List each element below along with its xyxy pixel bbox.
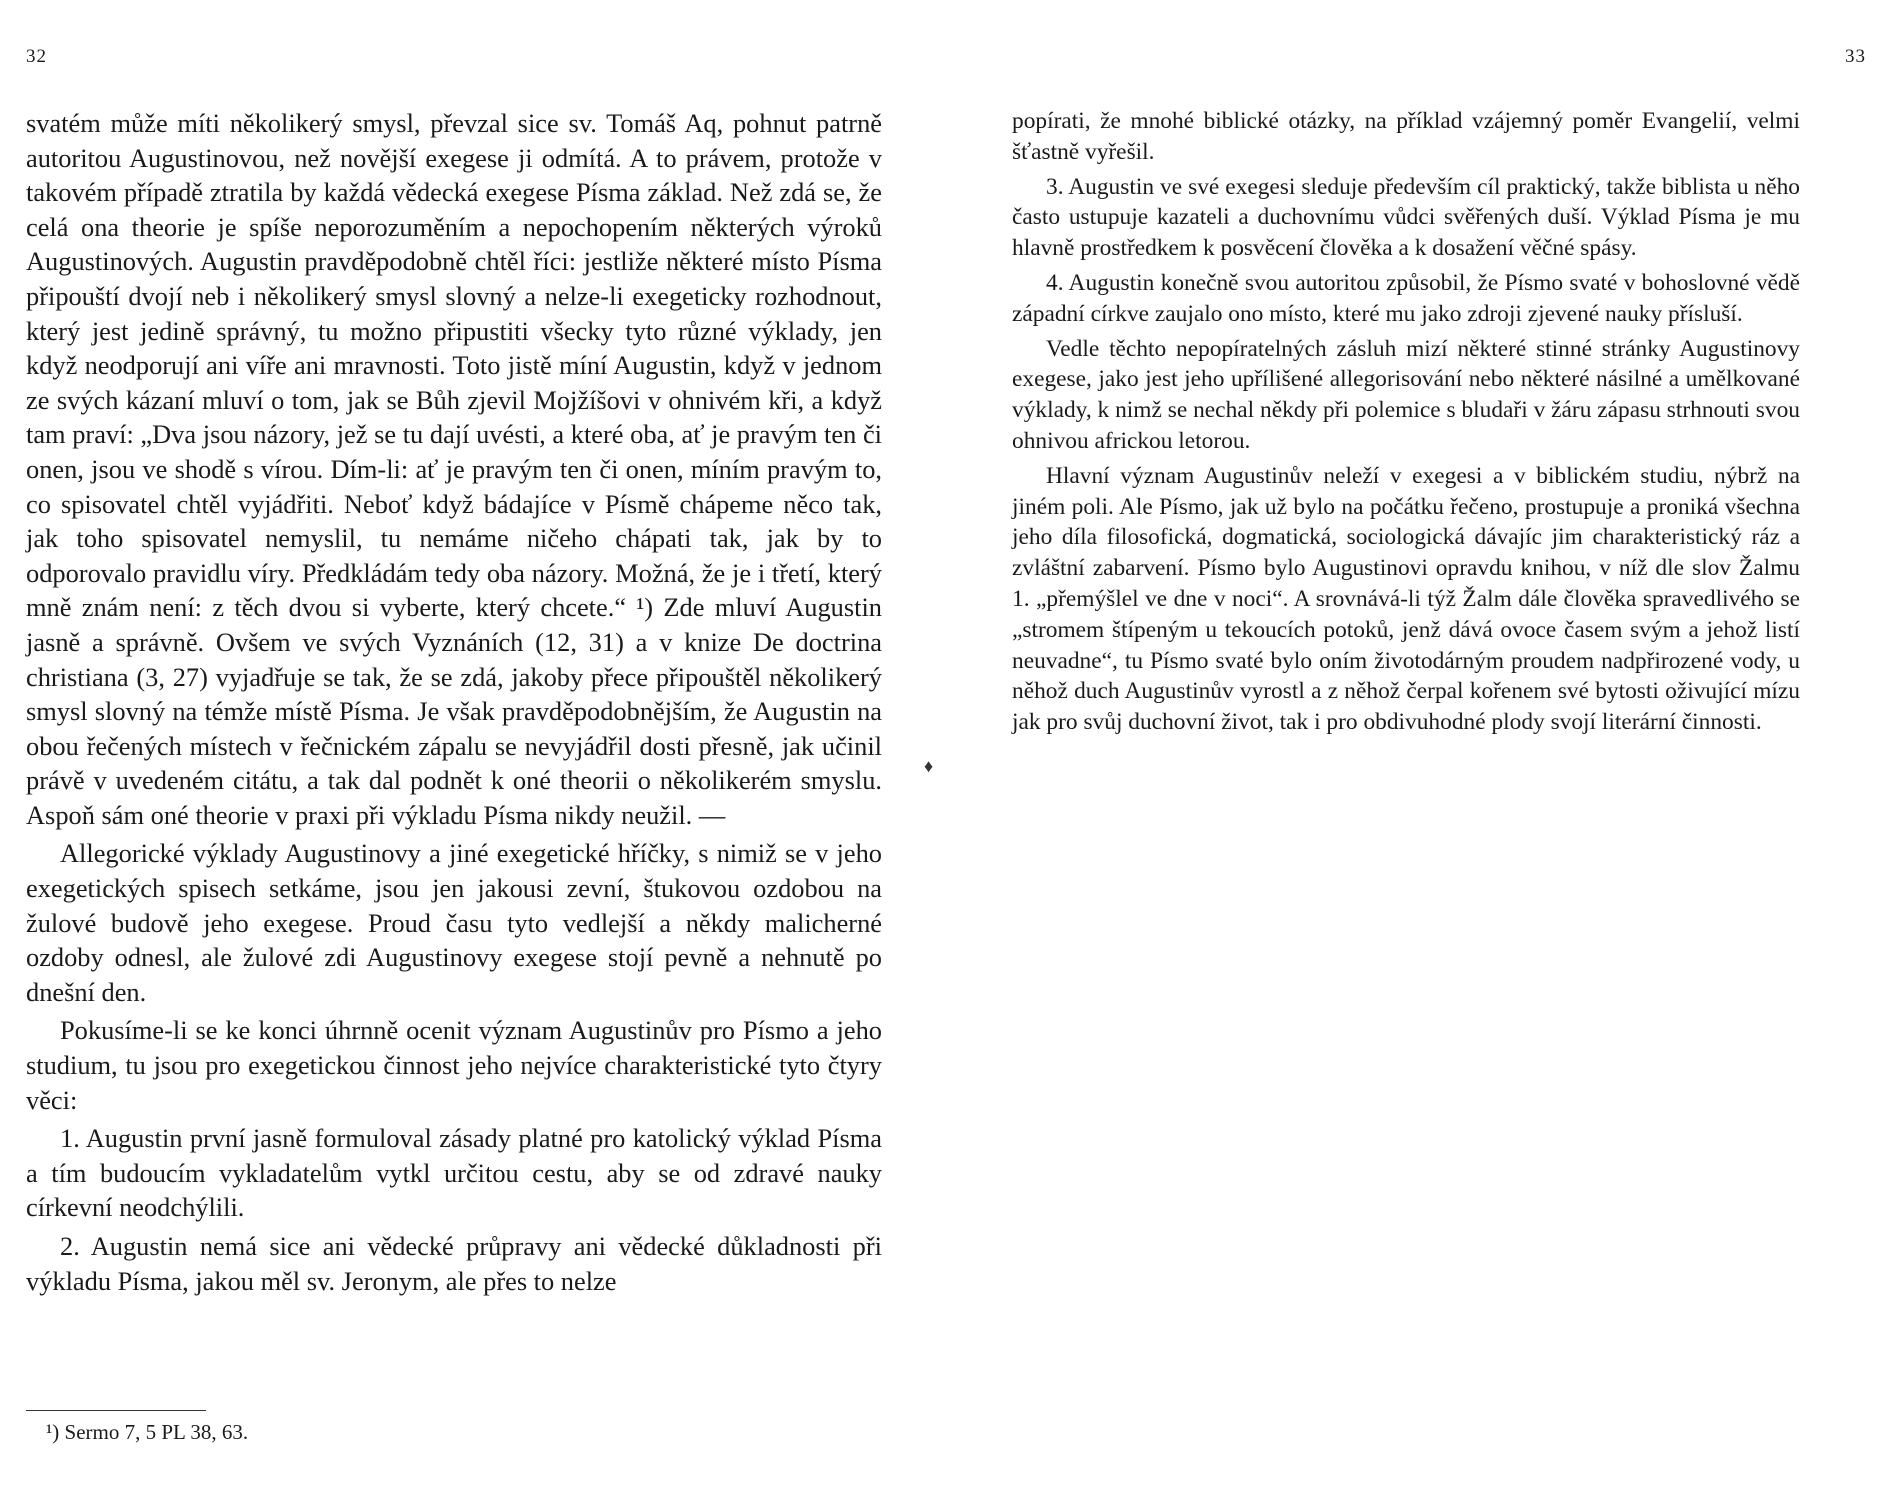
paragraph: Vedle těchto nepopíratelných zásluh mizí některé stinné stránky Augustinovy exegese, jako jest jeho upřílišené allegorisování nebo některé násilné a umělkované výklady, k nimž se nechal někdy při polemice s bludaři v žáru zápasu strhnouti svou ohnivou africkou letorou. xyxy=(1012,335,1800,454)
list-item: 1. Augustin první jasně formuloval zásady platné pro katolický výklad Písma a tím budoucím vykladatelům vytkl určitou cestu, aby se od zdravé nauky církevní neodchýlili. xyxy=(26,1123,882,1223)
footnote: ¹) Sermo 7, 5 PL 38, 63. xyxy=(46,1420,249,1444)
list-item: 4. Augustin konečně svou autoritou způsobil, že Písmo svaté v bohoslovné vědě západní církve zaujalo ono místo, které mu jako zdroji zjevené nauky přísluší. xyxy=(1012,269,1800,327)
paragraph: svatém může míti několikerý smysl, převzal sice sv. Tomáš Aq, pohnut patrně autoritou Augustinovou, než novější exegese ji odmítá. A to právem, protože v takovém případě ztratila by každá vědecká exegese Písma základ. Než zdá se, že celá ona theorie je spíše neporozuměním a nepochopením některých výroků Augustinových. Augustin pravděpodobně chtěl říci: jestliže některé místo Písma připouští dvojí neb i několikerý smysl slovný a nelze-li exegeticky rozhodnout, který jest jedině správný, tu možno připustiti všecky tyto různé výklady, jen když neodporují ani víře ani mravnosti. Toto jistě míní Augustin, když v jednom ze svých kázaní mluví o tom, jak se Bůh zjevil Mojžíšovi v ohnivém kři, a když tam praví: „Dva jsou názory, jež se tu dají uvésti, a které oba, ať je pravým ten či onen, jsou ve shodě s vírou. Dím-li: ať je pravým ten či onen, míním pravým to, co spisovatel chtěl vyjádřiti. Neboť když bádajíce v Písmě chápeme něco tak, jak toho spisovatel nemyslil, tu nemáme ničeho chápati tak, jak by to odporovalo pravidlu víry. Předkládám tedy oba názory. Možná, že je i třetí, který mně znám není: z těch dvou si vyberte, který chcete.“ ¹) Zde mluví Augustin jasně a správně. Ovšem ve svých Vyznáních (12, 31) a v knize De doctrina christiana (3, 27) vyjadřuje se tak, že se zdá, jakoby přece připouštěl několikerý smysl slovný na témže místě Písma. Je však pravděpodobnějším, že Augustin na obou řečených místech v řečnickém zápalu se nevyjádřil dosti přesně, jak učinil právě v uvedeném citátu, a tak dal podnět k oné theorii o několikerém smyslu. Aspoň sám oné theorie v praxi při výkladu Písma nikdy neužil. — xyxy=(26,108,882,830)
paragraph: popírati, že mnohé biblické otázky, na příklad vzájemný poměr Evangelií, velmi šťastně vyřešil. xyxy=(1012,108,1800,165)
footnote-divider xyxy=(26,1410,206,1411)
ink-spot-mark: ♦ xyxy=(924,756,934,776)
page-number-left: 32 xyxy=(26,46,47,67)
list-item: 3. Augustin ve své exegesi sleduje především cíl praktický, takže biblista u něho často ustupuje kazateli a duchovnímu vůdci svěřených duší. Výklad Písma je mu hlavně prostředkem k posvěcení člověka a k dosažení věčné spásy. xyxy=(1012,173,1800,262)
right-page xyxy=(946,0,1892,1500)
right-text-column xyxy=(1012,106,1800,742)
paragraph: Pokusíme-li se ke konci úhrnně ocenit význam Augustinův pro Písmo a jeho studium, tu jsou pro exegetickou činnost jeho nejvíce charakteristické tyto čtyry věci: xyxy=(26,1015,882,1115)
list-item: 2. Augustin nemá sice ani vědecké průpravy ani vědecké důkladnosti při výkladu Písma, jakou měl sv. Jeronym, ale přes to nelze xyxy=(26,1231,882,1296)
left-text-column xyxy=(26,106,882,1302)
paragraph: Hlavní význam Augustinův neleží v exegesi a v biblickém studiu, nýbrž na jiném poli. Ale Písmo, jak už bylo na počátku řečeno, prostupuje a proniká všechna jeho díla filosofická, dogmatická, sociologická dávajíc jim charakteristický ráz a zvláštní zabarvení. Písmo bylo Augustinovi opravdu knihou, v níž dle slov Žalmu 1. „přemýšlel ve dne v noci“. A srovnává-li týž Žalm dále člověka spravedlivého se „stromem štípeným u tekoucích potoků, jenž dává ovoce časem svým a jehož listí neuvadne“, tu Písmo svaté bylo oním životodárným proudem nadpřirozené vody, u něhož duch Augustinův vyrostl a z něhož čerpal kořenem své bytosti oživující mízu jak pro svůj duchovní život, tak i pro obdivuhodné plody svojí literární činnosti. xyxy=(1012,462,1800,736)
paragraph: Allegorické výklady Augustinovy a jiné exegetické hříčky, s nimiž se v jeho exegetických spisech setkáme, jsou jen jakousi zevní, štukovou ozdobou na žulové budově jeho exegese. Proud času tyto vedlejší a někdy malicherné ozdoby odnesl, ale žulové zdi Augustinovy exegese stojí pevně a nehnutě po dnešní den. xyxy=(26,838,882,1007)
page-number-right: 33 xyxy=(1845,46,1866,67)
